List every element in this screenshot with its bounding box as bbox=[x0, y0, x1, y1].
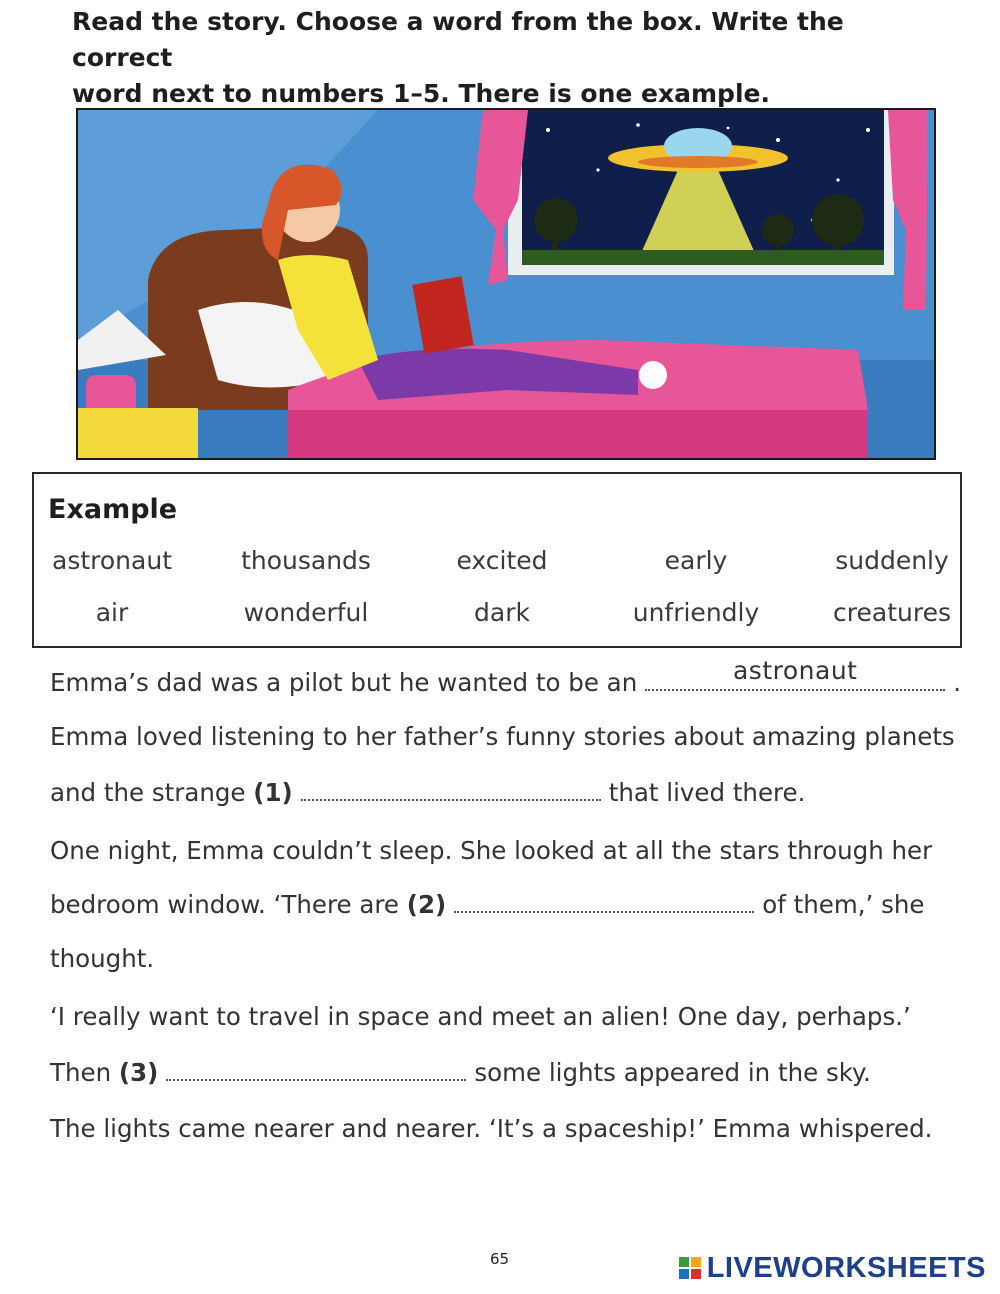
word-option: excited bbox=[456, 546, 548, 575]
story-line-7: ‘I really want to travel in space and meet an alien! One day, perhaps.’ bbox=[50, 1002, 911, 1031]
story-line-4: One night, Emma couldn’t sleep. She looked at all the stars through her bbox=[50, 836, 933, 865]
instructions bbox=[72, 4, 932, 112]
story-line-6: thought. bbox=[50, 944, 155, 973]
gap-number-2: (2) bbox=[406, 890, 447, 919]
story-text-segment: that lived there. bbox=[608, 778, 806, 807]
liveworksheets-brand bbox=[679, 1250, 986, 1286]
story-text-segment: Then bbox=[50, 1058, 112, 1087]
example-answer: astronaut bbox=[732, 656, 858, 685]
story-line-2: Emma loved listening to her father’s funny stories about amazing planets bbox=[50, 722, 955, 751]
story-line-3 bbox=[50, 778, 805, 807]
word-option: creatures bbox=[833, 598, 951, 627]
instructions-line-1: Read the story. Choose a word from the box. Write the correct bbox=[72, 7, 844, 72]
word-option: thousands bbox=[241, 546, 371, 575]
answer-input-3[interactable] bbox=[166, 1061, 466, 1081]
example-answer-field bbox=[645, 656, 945, 691]
story-text-segment: and the strange bbox=[50, 778, 246, 807]
word-option: astronaut bbox=[52, 546, 172, 575]
story-text-segment: . bbox=[953, 668, 962, 697]
answer-input-1[interactable] bbox=[301, 781, 601, 801]
story-line-8 bbox=[50, 1058, 871, 1087]
gap-number-1: (1) bbox=[253, 778, 293, 807]
story-text-segment: of them,’ she bbox=[762, 890, 925, 919]
story-text-segment: bedroom window. ‘There are bbox=[50, 890, 399, 919]
word-option: suddenly bbox=[835, 546, 949, 575]
gap-number-3: (3) bbox=[118, 1058, 159, 1087]
brand-name: LIVEWORKSHEETS bbox=[706, 1251, 986, 1284]
story-line-5 bbox=[50, 890, 924, 919]
story-line-9: The lights came nearer and nearer. ‘It’s a spaceship!’ Emma whispered. bbox=[50, 1114, 933, 1143]
instructions-line-2: word next to numbers 1–5. There is one example. bbox=[72, 79, 770, 108]
word-option: dark bbox=[474, 598, 530, 627]
story-text-segment: Emma’s dad was a pilot but he wanted to be an bbox=[50, 668, 638, 697]
word-option: air bbox=[95, 598, 129, 627]
answer-input-2[interactable] bbox=[454, 893, 754, 913]
word-box bbox=[32, 472, 962, 648]
word-option: early bbox=[664, 546, 728, 575]
liveworksheets-logo-icon bbox=[679, 1257, 701, 1279]
story-line-1 bbox=[50, 656, 962, 697]
word-option: wonderful bbox=[243, 598, 369, 627]
word-box-title: Example bbox=[48, 494, 178, 525]
word-option: unfriendly bbox=[632, 598, 760, 627]
story-text-segment: some lights appeared in the sky. bbox=[474, 1058, 871, 1087]
page-number: 65 bbox=[490, 1250, 510, 1268]
story-illustration bbox=[76, 108, 936, 460]
